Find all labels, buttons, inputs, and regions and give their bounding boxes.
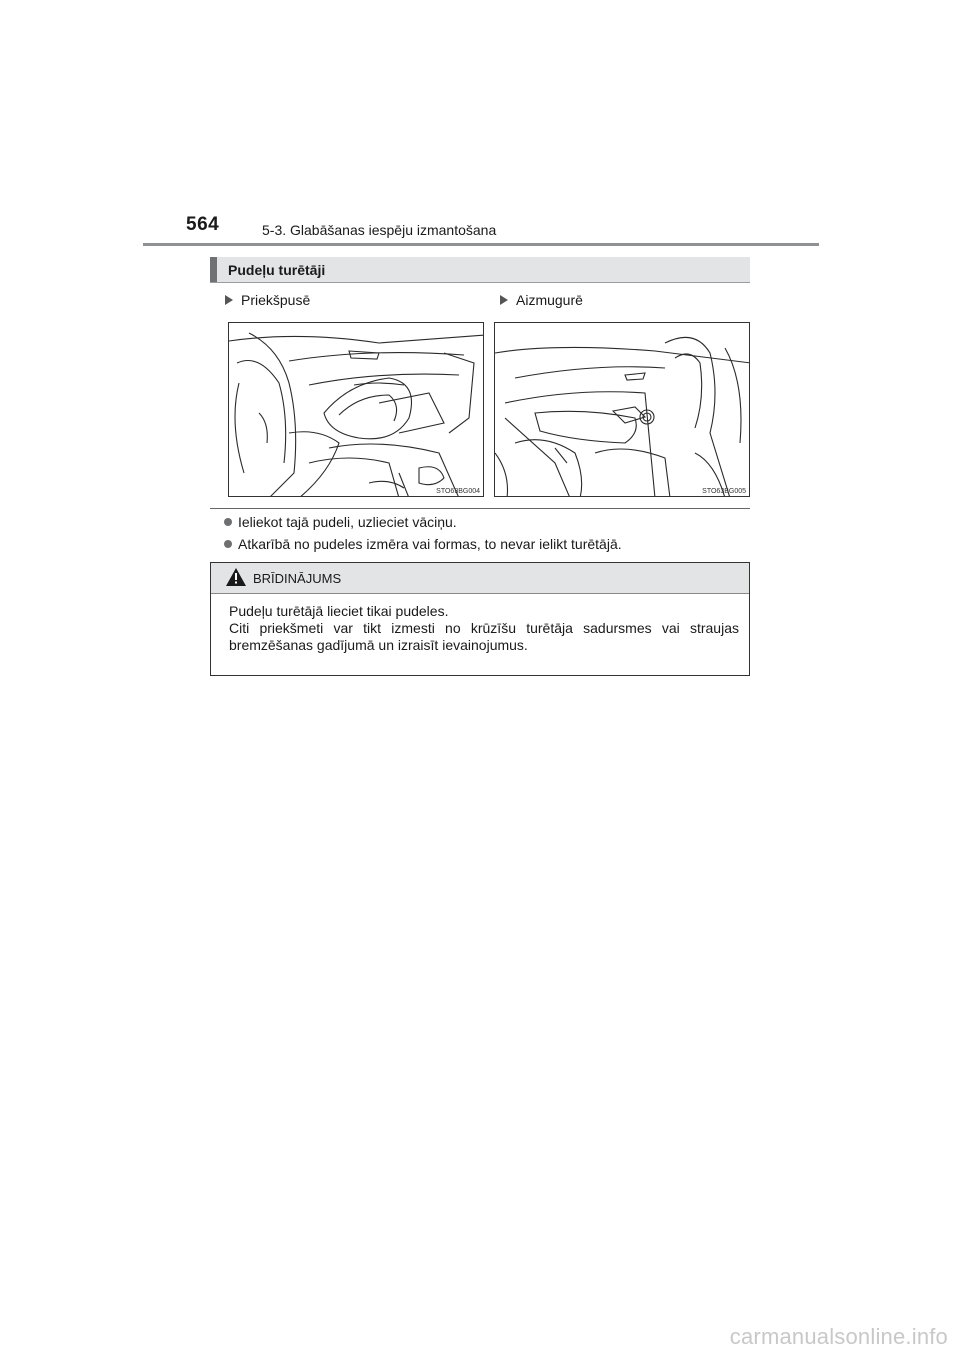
warning-body [229,603,739,654]
warning-label: BRĪDINĀJUMS [253,571,342,586]
bullet-dot-icon [224,540,232,548]
warning-line: Pudeļu turētājā lieciet tikai pudeles. [229,603,449,619]
section-title: Pudeļu turētāji [228,262,326,278]
triangle-bullet-icon [225,295,233,305]
view-label-rear [500,292,583,308]
watermark: carmanualsonline.info [729,1324,948,1349]
front-cupholder-illustration [228,322,484,497]
view-label-front-text: Priekšpusē [241,292,311,308]
warning-line: Citi priekšmeti var tikt izmesti no krūzīšu turētāja sadursmes vai straujas [229,620,739,636]
page-number: 564 [186,214,220,235]
rear-interior-drawing [495,323,750,497]
triangle-bullet-icon [500,295,508,305]
bullet-text: Atkarībā no pudeles izmēra vai formas, to nevar ielikt turētājā. [238,536,622,552]
front-image-code: STO63BG004 [436,488,480,495]
section-bar [210,257,750,283]
section-accent [210,257,217,282]
warning-box [210,562,750,676]
bullet-text: Ieliekot tajā pudeli, uzlieciet vāciņu. [238,514,457,530]
front-interior-drawing [229,323,484,497]
view-label-front [225,292,310,308]
warning-line: bremzēšanas gadījumā un izraisīt ievainojumus. [229,637,528,653]
view-label-rear-text: Aizmugurē [516,292,583,308]
section-end-rule [210,508,750,509]
header-rule [143,243,819,246]
rear-image-code: STO63BG005 [702,488,746,495]
bullet-dot-icon [224,518,232,526]
warning-header [211,563,749,594]
rear-cupholder-illustration [494,322,750,497]
bullet-item [224,536,622,552]
warning-triangle-icon [226,568,246,586]
chapter-title: 5-3. Glabāšanas iespēju izmantošana [262,222,497,238]
bullet-item [224,514,457,530]
